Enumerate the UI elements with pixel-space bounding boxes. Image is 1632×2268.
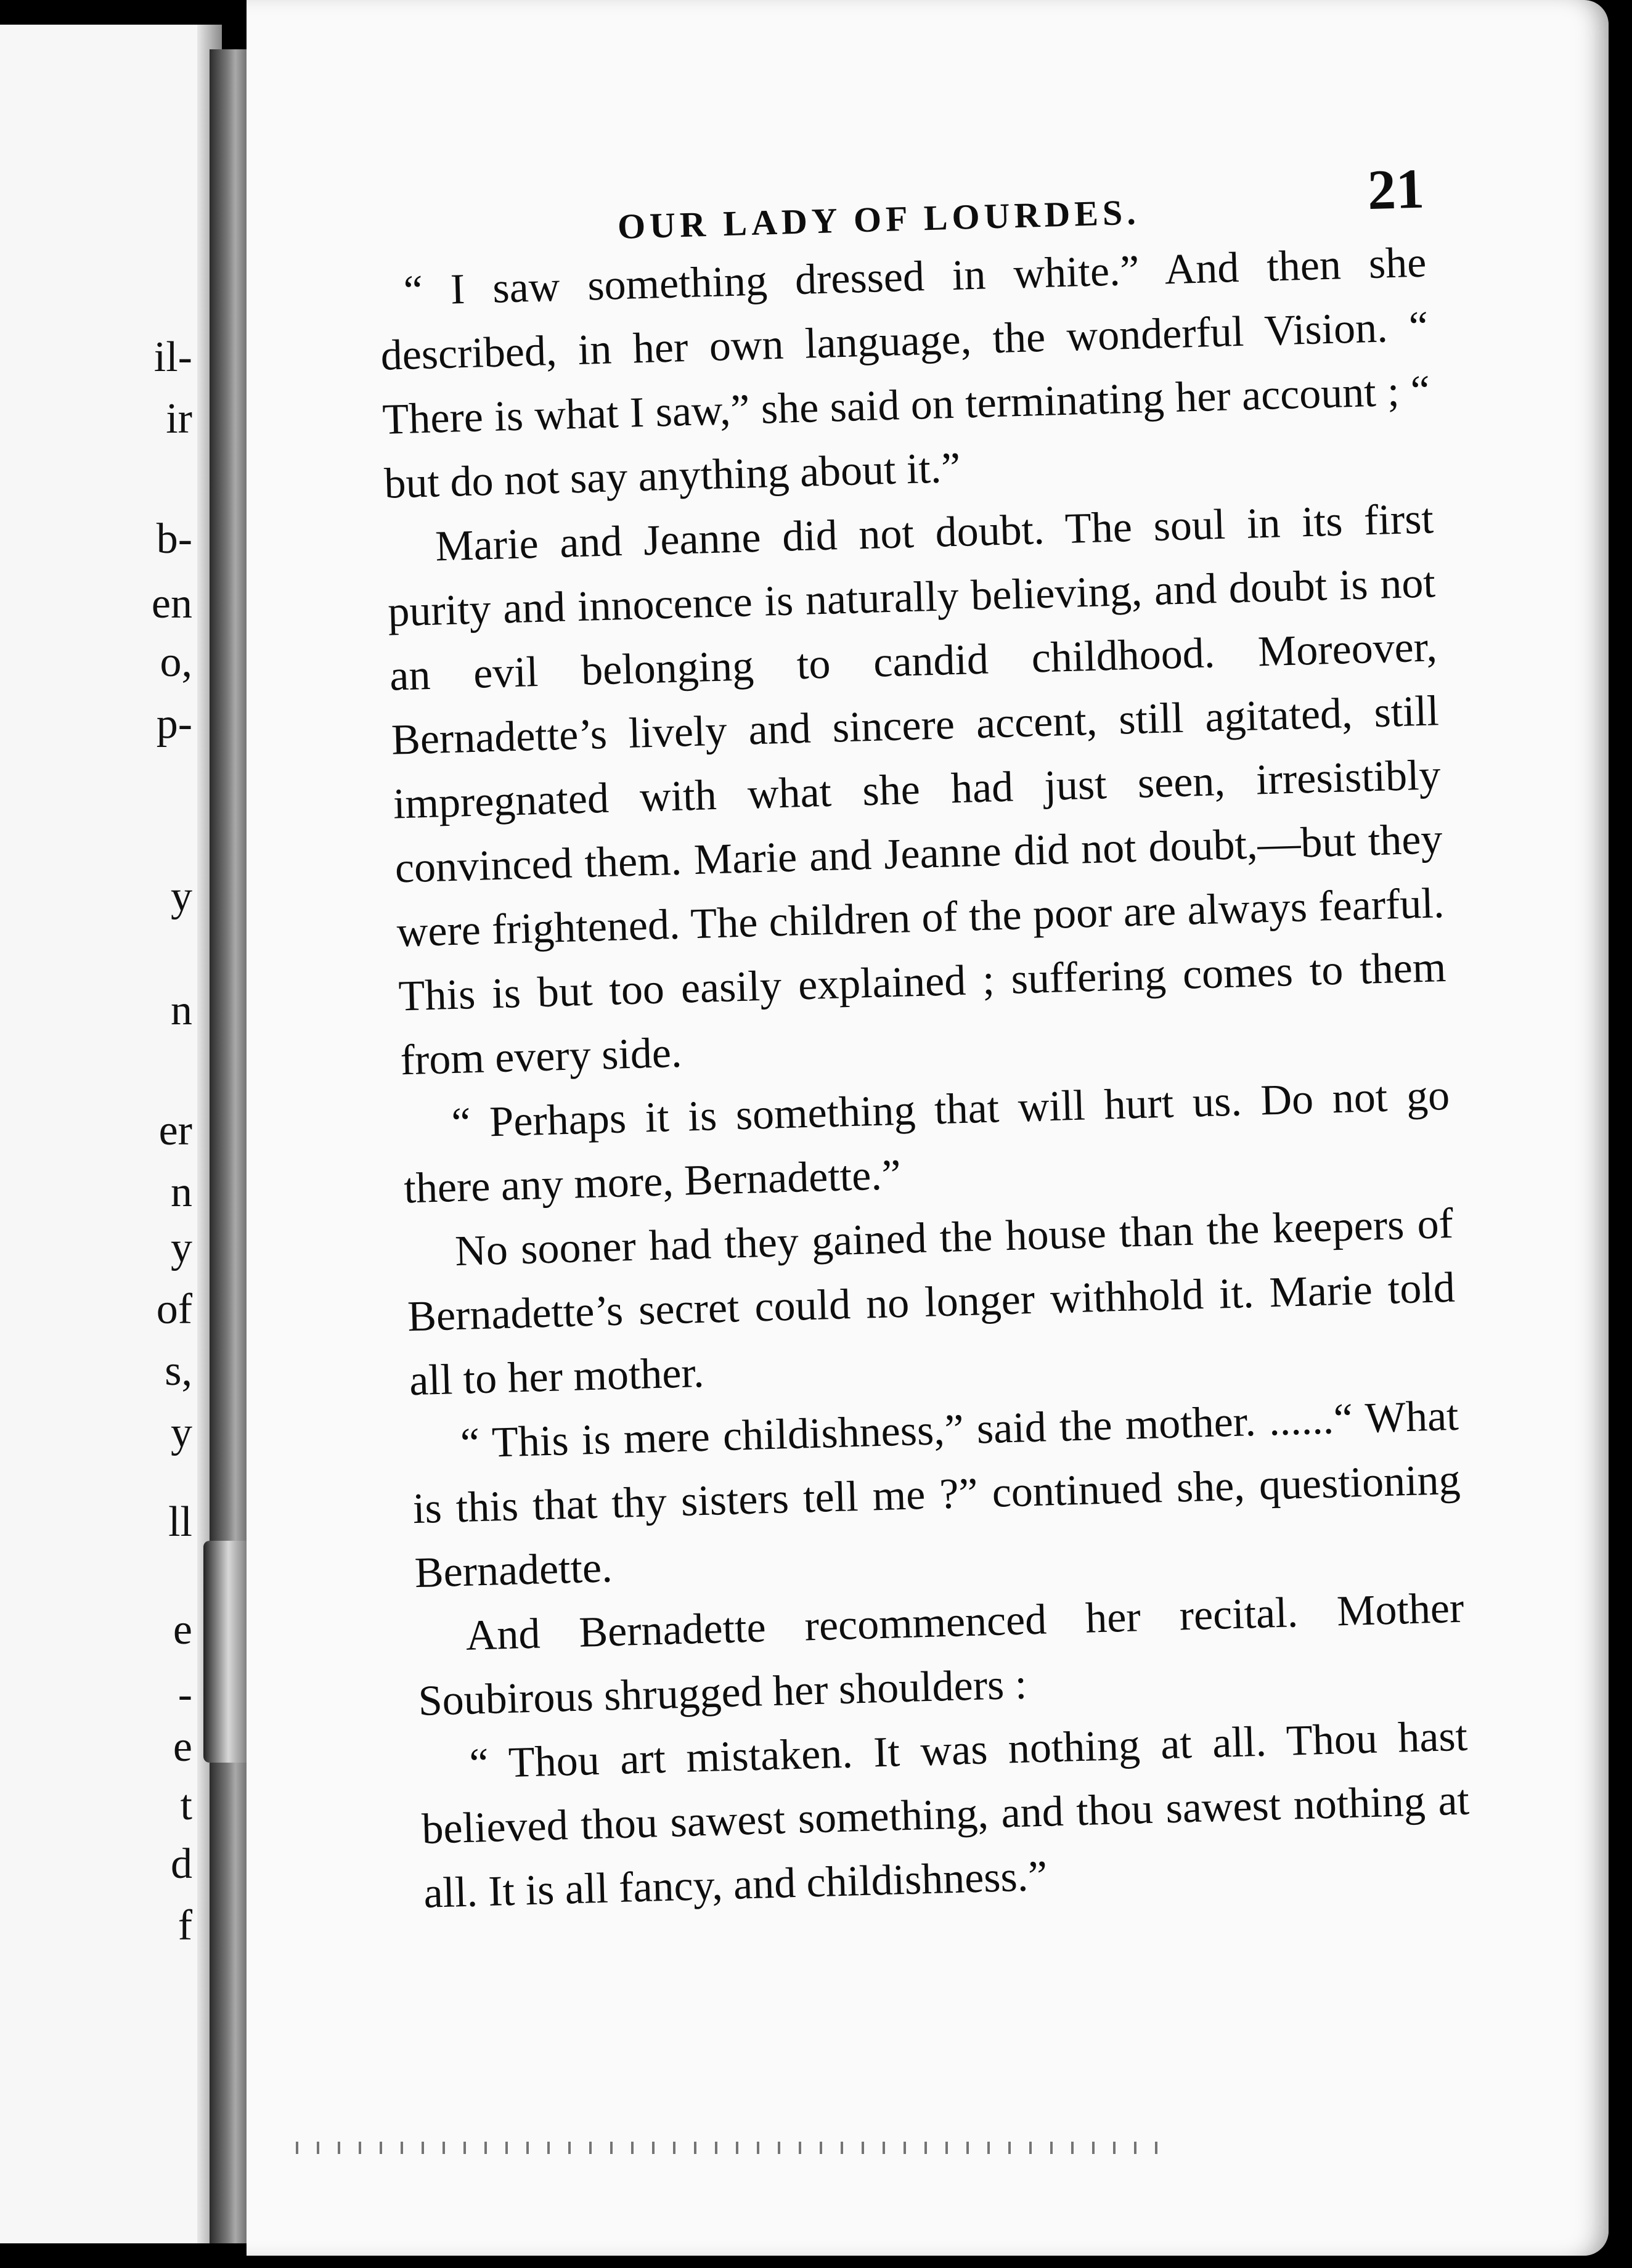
left-page-fragment: y [171,1409,192,1456]
left-page-fragment: d [171,1840,192,1888]
left-page-fragment: t [180,1782,192,1829]
left-page-fragment: f [177,1902,192,1949]
paragraph: “ This is mere childishness,” said the mother. ......“ What is this that thy sisters tell me ?” continued she, questioning Bernadette. [412,1392,1461,1597]
left-page-fragment: y [171,873,192,920]
paragraph: “ I saw something dressed in white.” And then she described, in her own language, the wonderful Vision. “ There is what I saw,” she said on terminating her account ; “ but do not say anything about it.” [380,239,1431,508]
left-page-fragment: n [171,987,192,1034]
left-page-fragment: b- [156,515,192,563]
left-page-fragment: n [171,1169,192,1216]
left-page [0,25,222,2243]
left-page-fragment: p- [156,700,192,748]
paragraph: “ Perhaps it is something that will hurt us. Do not go there any more, Bernadette.” [403,1071,1451,1213]
paragraph: No sooner had they gained the house than the keepers of Bernadette’s secret could no longer withhold it. Marie told all to her mother. [407,1199,1456,1405]
left-page-fragment: - [177,1671,192,1718]
left-page-fragment: ir [166,395,192,443]
page-number: 21 [1366,157,1426,222]
paragraph: “ Thou art mistaken. It was nothing at all. Thou hast believed thou sawest something, and thou sawest nothing at all. It is all fancy, and childishness.” [421,1712,1470,1917]
left-page-fragment: o, [160,638,192,686]
left-page-fragment: e [173,1606,192,1654]
book-page [247,0,1609,2256]
left-page-fragment: il- [153,333,192,381]
page-content [376,156,1472,1926]
left-page-fragment: en [151,580,192,627]
paragraph: And Bernadette recommenced her recital. Mother Soubirous shrugged her shoulders : [417,1584,1465,1726]
left-page-fragment: er [158,1107,192,1154]
left-page-fragment: of [156,1286,192,1333]
left-page-fragment: ll [168,1498,192,1546]
left-page-fragment: y [171,1224,192,1271]
running-title: OUR LADY OF LOURDES. [617,192,1141,247]
left-page-fragment: e [173,1723,192,1771]
paragraph: Marie and Jeanne did not doubt. The soul in its first purity and innocence is naturally believing, and doubt is not an evil belonging to candid childhood. Moreover, Bernadette’s lively and sincere accent, still agitated, still impregnated with what she had just seen, irresistibly convinced them. Marie and Jeanne did not doubt,—but they were frightened. The children of the poor are always fearful. This is but too easily explained ; suffering comes to them from every side. [387,495,1447,1085]
left-page-fragment: s, [165,1347,192,1395]
bottom-edge-specks [296,2142,1159,2154]
